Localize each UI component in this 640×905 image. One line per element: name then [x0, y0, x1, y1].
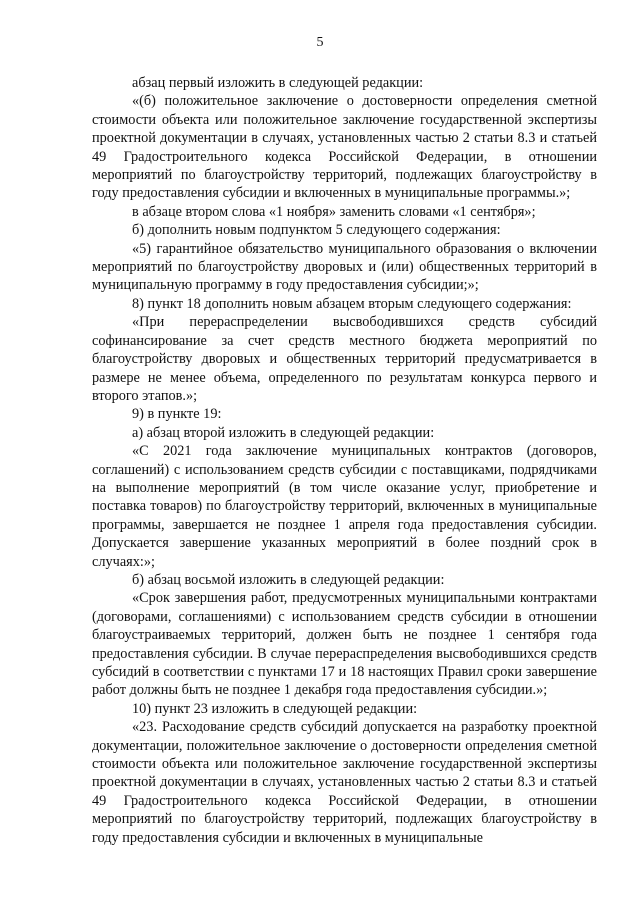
paragraph-13: 10) пункт 23 изложить в следующей редакции: [132, 700, 418, 717]
paragraph-3: в абзаце втором слова «1 ноября» заменить словами «1 сентября»; [132, 203, 536, 220]
paragraph-6: 8) пункт 18 дополнить новым абзацем вторым следующего содержания: [132, 295, 572, 312]
paragraph-11: б) абзац восьмой изложить в следующей редакции: [132, 571, 445, 588]
paragraph-7: «При перераспределении высвободившихся средств субсидий софинансирование за счет средств местного бюджета мероприятий по благоустройству дворовых и общественных территорий предусматривается в размере не менее объема, определенного по результатам конкурса первого и второго этапов.»; [92, 314, 597, 404]
paragraph-9: а) абзац второй изложить в следующей редакции: [132, 424, 435, 441]
document-body [92, 74, 597, 847]
paragraph-4: б) дополнить новым подпунктом 5 следующего содержания: [132, 222, 501, 239]
paragraph-2: «(б) положительное заключение о достоверности определения сметной стоимости объекта или положительное заключение государственной экспертизы проектной документации в случаях, установленных частью 2 статьи 8.3 и статьей 49 Градостроительного кодекса Российской Федерации, в отношении мероприятий по благоустройству территорий, подлежащих благоустройству в году предоставления субсидии и включенных в муниципальные программы.»; [92, 93, 597, 202]
paragraph-8: 9) в пункте 19: [132, 406, 222, 423]
paragraph-12: «Срок завершения работ, предусмотренных муниципальными контрактами (договорами, соглашениями) с использованием средств субсидии в отношении благоустраиваемых территорий, должен быть не позднее 1 сентября года предоставления субсидии. В случае перераспределения высвободившихся средств субсидий в соответствии с пунктами 17 и 18 настоящих Правил сроки завершение работ должны быть не позднее 1 декабря года предоставления субсидии.»; [92, 590, 597, 699]
page-number: 5 [316, 35, 324, 50]
paragraph-10: «С 2021 года заключение муниципальных контрактов (договоров, соглашений) с использованием средств субсидии с поставщиками, подрядчиками на выполнение мероприятий (в том числе оказание услуг, приобретение и поставка товаров) по благоустройству территорий, включенных в муниципальные программы, завершается не позднее 1 апреля года предоставления субсидии. Допускается завершение указанных мероприятий в более поздний срок в случаях:»; [92, 443, 597, 570]
paragraph-1: абзац первый изложить в следующей редакции: [132, 75, 424, 91]
paragraph-14: «23. Расходование средств субсидий допускается на разработку проектной документации, положительное заключение о достоверности определения сметной стоимости объекта или положительное заключение государственной экспертизы проектной документации в случаях, установленных частью 2 статьи 8.3 и статьей 49 Градостроительного кодекса Российской Федерации, в отношении мероприятий по благоустройству территорий, подлежащих благоустройству в году предоставления субсидии и включенных в муниципальные [92, 719, 597, 846]
paragraph-5: «5) гарантийное обязательство муниципального образования о включении мероприятий по благоустройству дворовых и (или) общественных территорий в муниципальную программу в году предоставления субсидии;»; [92, 240, 597, 294]
